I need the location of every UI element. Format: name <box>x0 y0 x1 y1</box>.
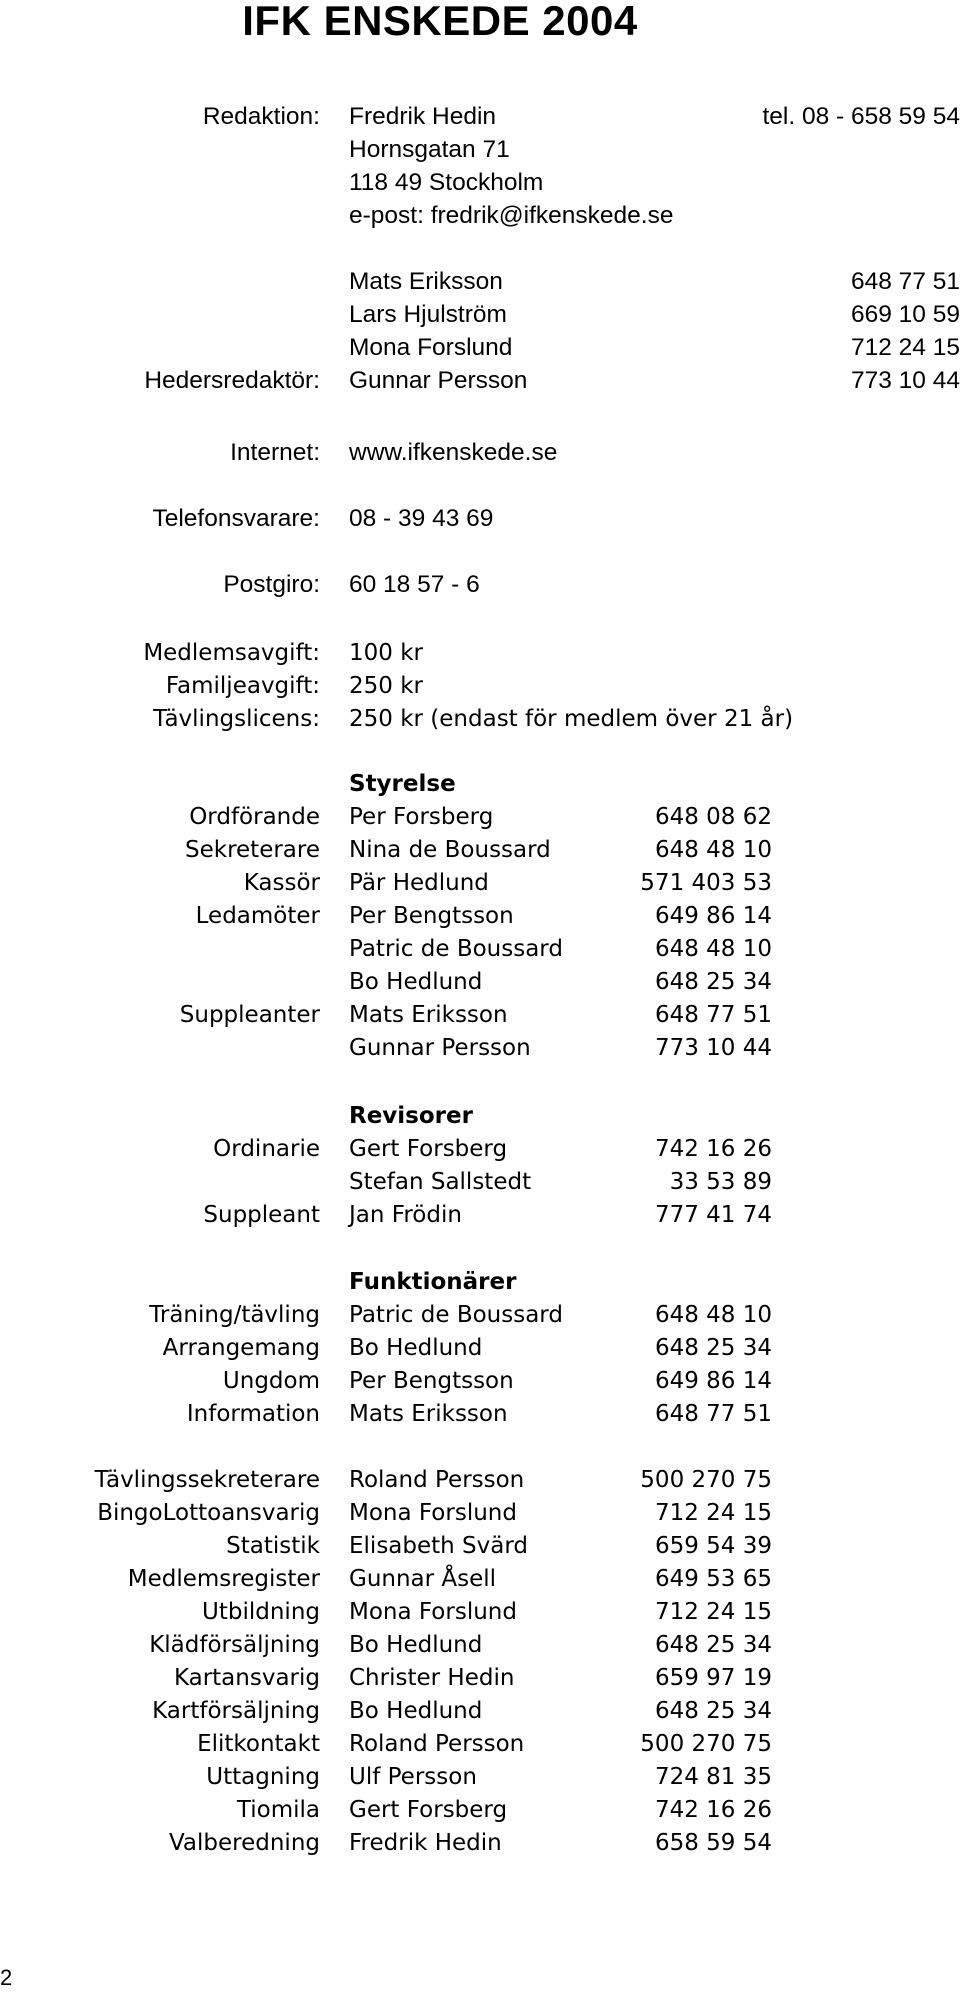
fee-value: 250 kr (endast för medlem över 21 år) <box>349 706 794 732</box>
redaktion-email: e-post: fredrik@ifkenskede.se <box>349 202 674 229</box>
styrelse-role: Ledamöter <box>195 903 320 929</box>
redaktion-member-phone: 712 24 15 <box>851 334 960 361</box>
styrelse-phone: 648 77 51 <box>654 1002 772 1028</box>
telefonsvarare-label: Telefonsvarare: <box>152 505 320 532</box>
styrelse-phone: 648 08 62 <box>654 804 772 830</box>
funktionar-role: Tävlingssekreterare <box>94 1467 320 1493</box>
funktionar-role: Uttagning <box>206 1764 320 1790</box>
funktionar-role: Ungdom <box>222 1368 320 1394</box>
postgiro-label: Postgiro: <box>223 571 320 598</box>
funktionar-role: Medlemsregister <box>127 1566 320 1592</box>
funktionar-phone: 500 270 75 <box>640 1731 772 1757</box>
funktionar-name: Patric de Boussard <box>349 1302 563 1328</box>
fee-value: 100 kr <box>349 640 423 666</box>
styrelse-name: Pär Hedlund <box>349 870 489 896</box>
funktionar-role: Statistik <box>226 1533 320 1559</box>
revisorer-name: Gert Forsberg <box>349 1136 508 1162</box>
funktionar-name: Mona Forslund <box>349 1500 517 1526</box>
redaktion-address-street: Hornsgatan 71 <box>349 136 510 163</box>
styrelse-phone: 648 25 34 <box>654 969 772 995</box>
funktionar-phone: 712 24 15 <box>654 1500 772 1526</box>
revisorer-phone: 777 41 74 <box>654 1202 772 1228</box>
funktionar-name: Bo Hedlund <box>349 1632 483 1658</box>
funktionar-role: Valberedning <box>168 1830 320 1856</box>
styrelse-role: Ordförande <box>189 804 320 830</box>
telefonsvarare-value: 08 - 39 43 69 <box>349 505 494 532</box>
styrelse-phone: 773 10 44 <box>654 1035 772 1061</box>
funktionar-phone: 712 24 15 <box>654 1599 772 1625</box>
funktionar-phone: 649 86 14 <box>654 1368 772 1394</box>
funktionar-name: Gunnar Åsell <box>349 1566 497 1592</box>
funktionar-name: Ulf Persson <box>349 1764 477 1790</box>
funktionar-role: Arrangemang <box>162 1335 320 1361</box>
funktionarer-heading: Funktionärer <box>349 1269 517 1295</box>
revisorer-phone: 33 53 89 <box>669 1169 772 1195</box>
styrelse-name: Per Forsberg <box>349 804 494 830</box>
funktionar-phone: 648 25 34 <box>654 1632 772 1658</box>
funktionar-role: Information <box>186 1401 320 1427</box>
funktionar-name: Roland Persson <box>349 1731 525 1757</box>
revisorer-role: Suppleant <box>203 1202 320 1228</box>
funktionar-name: Mona Forslund <box>349 1599 517 1625</box>
redaktion-tel: tel. 08 - 658 59 54 <box>762 103 960 130</box>
styrelse-heading: Styrelse <box>349 771 456 797</box>
fee-label: Familjeavgift: <box>165 673 320 699</box>
styrelse-name: Per Bengtsson <box>349 903 514 929</box>
redaktion-name: Fredrik Hedin <box>349 103 497 130</box>
styrelse-role: Kassör <box>243 870 320 896</box>
hedersredaktor-phone: 773 10 44 <box>851 367 960 394</box>
funktionar-phone: 648 25 34 <box>654 1335 772 1361</box>
funktionar-name: Per Bengtsson <box>349 1368 514 1394</box>
fee-label: Tävlingslicens: <box>153 706 320 732</box>
styrelse-phone: 648 48 10 <box>654 837 772 863</box>
funktionar-phone: 500 270 75 <box>640 1467 772 1493</box>
funktionar-phone: 648 48 10 <box>654 1302 772 1328</box>
styrelse-name: Patric de Boussard <box>349 936 563 962</box>
page-number: 2 <box>0 1965 13 1990</box>
hedersredaktor-name: Gunnar Persson <box>349 367 528 394</box>
funktionar-phone: 648 77 51 <box>654 1401 772 1427</box>
funktionar-name: Christer Hedin <box>349 1665 515 1691</box>
funktionar-name: Bo Hedlund <box>349 1335 483 1361</box>
redaktion-member-phone: 648 77 51 <box>851 268 960 295</box>
funktionar-role: Klädförsäljning <box>149 1632 320 1658</box>
styrelse-name: Nina de Boussard <box>349 837 551 863</box>
funktionar-role: Kartförsäljning <box>152 1698 320 1724</box>
revisorer-role: Ordinarie <box>213 1136 320 1162</box>
funktionar-name: Fredrik Hedin <box>349 1830 502 1856</box>
hedersredaktor-label: Hedersredaktör: <box>144 367 320 394</box>
redaktion-member-name: Mats Eriksson <box>349 268 503 295</box>
funktionar-role: Utbildning <box>202 1599 320 1625</box>
funktionar-phone: 649 53 65 <box>654 1566 772 1592</box>
funktionar-phone: 659 54 39 <box>654 1533 772 1559</box>
funktionar-phone: 659 97 19 <box>654 1665 772 1691</box>
funktionar-name: Elisabeth Svärd <box>349 1533 529 1559</box>
funktionar-phone: 658 59 54 <box>654 1830 772 1856</box>
styrelse-name: Gunnar Persson <box>349 1035 531 1061</box>
redaktion-member-name: Mona Forslund <box>349 334 513 361</box>
funktionar-phone: 742 16 26 <box>654 1797 772 1823</box>
funktionar-role: Kartansvarig <box>173 1665 320 1691</box>
fee-label: Medlemsavgift: <box>143 640 320 666</box>
funktionar-role: BingoLottoansvarig <box>97 1500 320 1526</box>
styrelse-phone: 648 48 10 <box>654 936 772 962</box>
funktionar-phone: 724 81 35 <box>654 1764 772 1790</box>
revisorer-phone: 742 16 26 <box>654 1136 772 1162</box>
redaktion-address-city: 118 49 Stockholm <box>349 169 544 196</box>
revisorer-name: Stefan Sallstedt <box>349 1169 532 1195</box>
funktionar-role: Elitkontakt <box>197 1731 320 1757</box>
revisorer-name: Jan Frödin <box>349 1202 462 1228</box>
page-title: IFK ENSKEDE 2004 <box>242 0 638 44</box>
redaktion-member-phone: 669 10 59 <box>851 301 960 328</box>
fee-value: 250 kr <box>349 673 423 699</box>
redaktion-member-name: Lars Hjulström <box>349 301 507 328</box>
funktionar-name: Mats Eriksson <box>349 1401 508 1427</box>
redaktion-label: Redaktion: <box>202 103 320 130</box>
postgiro-value: 60 18 57 - 6 <box>349 571 480 598</box>
styrelse-name: Mats Eriksson <box>349 1002 508 1028</box>
styrelse-role: Suppleanter <box>179 1002 320 1028</box>
revisorer-heading: Revisorer <box>349 1103 473 1129</box>
styrelse-phone: 649 86 14 <box>654 903 772 929</box>
internet-label: Internet: <box>230 439 320 466</box>
funktionar-name: Gert Forsberg <box>349 1797 508 1823</box>
styrelse-name: Bo Hedlund <box>349 969 483 995</box>
funktionar-name: Bo Hedlund <box>349 1698 483 1724</box>
funktionar-role: Träning/tävling <box>149 1302 320 1328</box>
funktionar-name: Roland Persson <box>349 1467 525 1493</box>
funktionar-phone: 648 25 34 <box>654 1698 772 1724</box>
internet-url: www.ifkenskede.se <box>349 439 558 466</box>
styrelse-phone: 571 403 53 <box>640 870 772 896</box>
styrelse-role: Sekreterare <box>185 837 320 863</box>
funktionar-role: Tiomila <box>236 1797 320 1823</box>
